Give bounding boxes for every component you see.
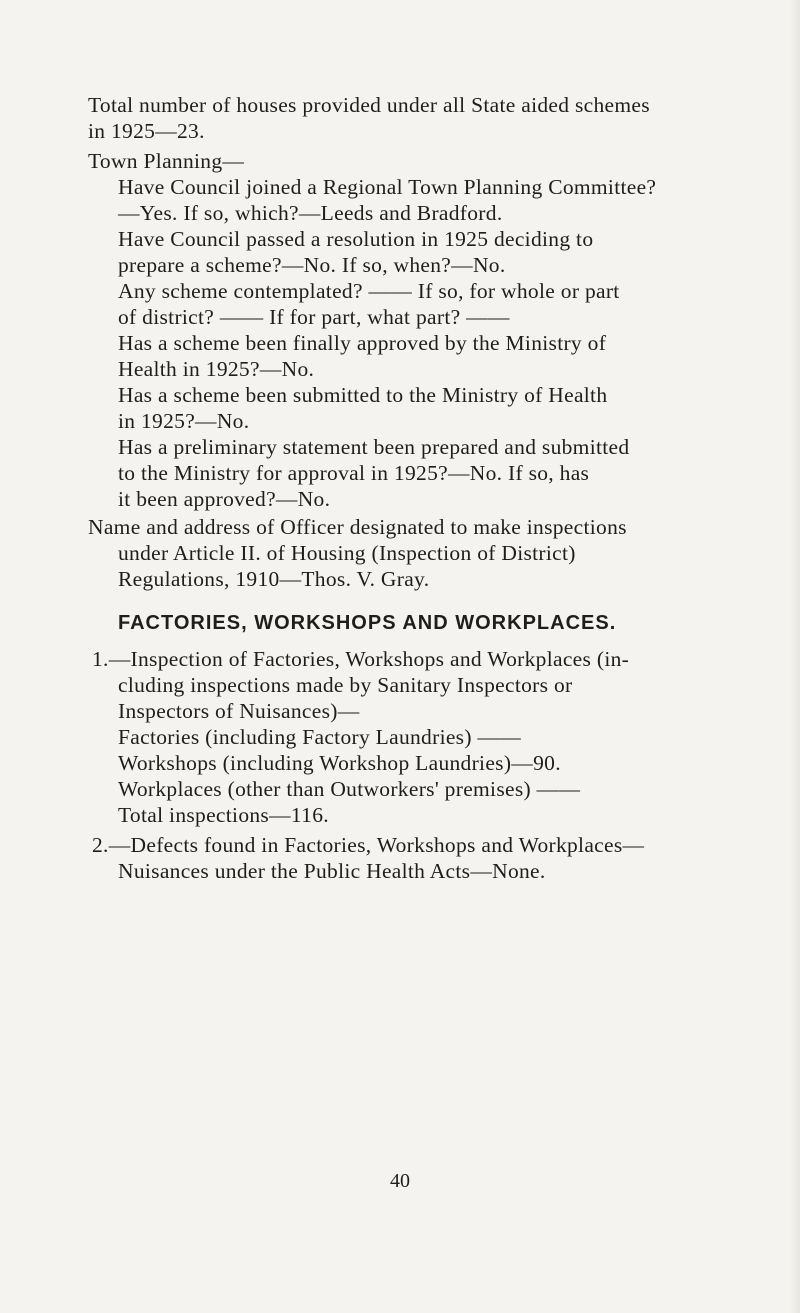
text-line: Has a scheme been finally approved by the Ministry of: [118, 331, 607, 355]
text-line: Total inspections—116.: [118, 803, 329, 827]
page-number: 40: [390, 1170, 410, 1192]
text-line: —Yes. If so, which?—Leeds and Bradford.: [118, 201, 503, 225]
text-line: of district? —— If for part, what part? ——: [118, 305, 510, 329]
text-line: Factories (including Factory Laundries) ——: [118, 725, 522, 749]
text-line: Has a scheme been submitted to the Ministry of Health: [118, 383, 608, 407]
text-line: Name and address of Officer designated to make inspections: [88, 515, 627, 539]
text-line: to the Ministry for approval in 1925?—No. If so, has: [118, 461, 590, 485]
text-line: Regulations, 1910—Thos. V. Gray.: [118, 567, 430, 591]
numbered-item-2: 2.—Defects found in Factories, Workshops and Workplaces—: [92, 833, 645, 857]
text-line: it been approved?—No.: [118, 487, 331, 511]
text-line: in 1925—23.: [88, 119, 205, 143]
section-label-town-planning: Town Planning—: [88, 149, 245, 173]
page-edge-shadow: [790, 0, 800, 1313]
text-line: Inspectors of Nuisances)—: [118, 699, 360, 723]
text-line: Health in 1925?—No.: [118, 357, 315, 381]
text-line: Have Council passed a resolution in 1925 deciding to: [118, 227, 594, 251]
text-line: Total number of houses provided under all State aided schemes: [88, 93, 650, 117]
text-line: Any scheme contemplated? —— If so, for whole or part: [118, 279, 620, 303]
text-line: Has a preliminary statement been prepared and submitted: [118, 435, 630, 459]
text-line: Workplaces (other than Outworkers' premises) ——: [118, 777, 581, 801]
text-line: under Article II. of Housing (Inspection of District): [118, 541, 576, 565]
numbered-item-1: 1.—Inspection of Factories, Workshops and Workplaces (in-: [92, 647, 630, 671]
text-line: Nuisances under the Public Health Acts—None.: [118, 859, 546, 883]
text-line: prepare a scheme?—No. If so, when?—No.: [118, 253, 506, 277]
text-line: cluding inspections made by Sanitary Inspectors or: [118, 673, 573, 697]
text-line: Workshops (including Workshop Laundries)—90.: [118, 751, 561, 775]
text-line: Have Council joined a Regional Town Planning Committee?: [118, 175, 657, 199]
section-heading-factories: FACTORIES, WORKSHOPS AND WORKPLACES.: [118, 612, 617, 634]
text-line: in 1925?—No.: [118, 409, 250, 433]
